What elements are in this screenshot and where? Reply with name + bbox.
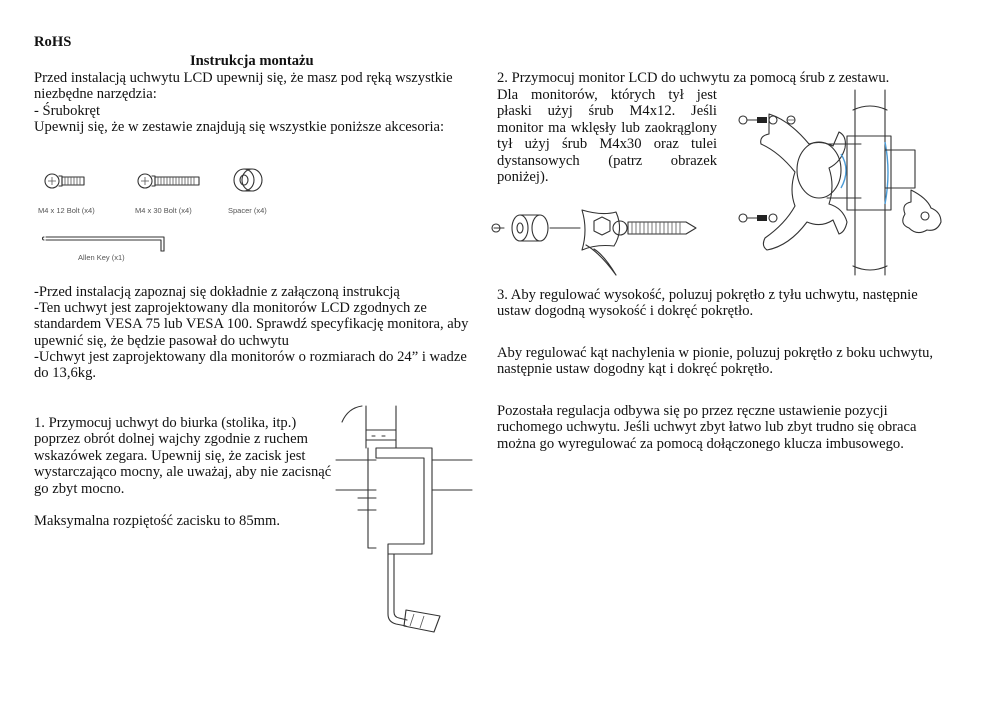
document-title: Instrukcja montażu [190, 53, 314, 69]
bolt-m4x12-drawing [45, 174, 84, 188]
brand-label: RoHS [34, 34, 72, 50]
step1-text: 1. Przymocuj uchwyt do biurka (stolika, itp.) poprzez obrót dolnej wajchy zgodnie z ruchem wskazówek zegara. Upewnij się, że zacisk jest wystarczająco mocny, ale uważaj, aby nie zacisnąć go zbyt mocno. [34, 415, 332, 497]
note-vesa: -Ten uchwyt jest zaprojektowany dla monitorów LCD zgodnych ze standardem VESA 75 lub VESA 100. Sprawdź specyfikację monitora, aby upewnić się, że będzie pasował do uchwytu [34, 300, 469, 349]
bolt-m4x30-drawing [138, 174, 199, 188]
intro-text: Przed instalacją uchwytu LCD upewnij się, że masz pod ręką wszystkie niezbędne narzędzia: [34, 70, 453, 103]
step2-lead: 2. Przymocuj monitor LCD do uchwytu za pomocą śrub z zestawu. [497, 70, 890, 86]
spacer-label: Spacer (x4) [228, 206, 267, 215]
note-size-weight: -Uchwyt jest zaprojektowany dla monitorów o rozmiarach do 24” i wadze do 13,6kg. [34, 349, 467, 382]
bolt-m4x12-label: M4 x 12 Bolt (x4) [38, 206, 95, 215]
allen-key-drawing [43, 237, 165, 251]
step2-body: Dla monitorów, których tył jest płaski użyj śrub M4x12. Jeśli monitor ma wklęsły lub zaokrąglony tył użyj śrub M4x30 oraz tulei dystansowych (patrz obrazek poniżej). [497, 87, 717, 186]
step3-text: 3. Aby regulować wysokość, poluzuj pokrętło z tyłu uchwytu, następnie ustaw dogodną wysokość i dokręć pokrętło. [497, 287, 918, 320]
allen-key-label: Allen Key (x1) [78, 253, 125, 262]
bolt-m4x30-label: M4 x 30 Bolt (x4) [135, 206, 192, 215]
accessories-intro: Upewnij się, że w zestawie znajdują się wszystkie poniższe akcesoria: [34, 119, 445, 135]
desk-clamp-illustration [336, 400, 476, 640]
spacer-drawing [234, 169, 262, 191]
bolt-spacer-illustration [490, 205, 725, 285]
remaining-adjustment-text: Pozostała regulacja odbywa się po przez ręczne ustawienie pozycji ruchomego uchwytu. Jeśli uchwyt zbyt łatwo lub zbyt trudno się obraca można go wyregulować za pomocą dołączonego klucza imbusowego. [497, 403, 917, 452]
tilt-text: Aby regulować kąt nachylenia w pionie, poluzuj pokrętło z boku uchwytu, następnie ustaw dogodny kąt i dokręć pokrętło. [497, 345, 934, 378]
mount-screws [739, 116, 795, 222]
note-read-manual: -Przed instalacją zapoznaj się dokładnie z załączoną instrukcją [34, 284, 400, 300]
step1-max-span: Maksymalna rozpiętość zacisku to 85mm. [34, 513, 281, 529]
tool-item: - Śrubokręt [34, 103, 101, 119]
vesa-mount-illustration [735, 90, 965, 275]
